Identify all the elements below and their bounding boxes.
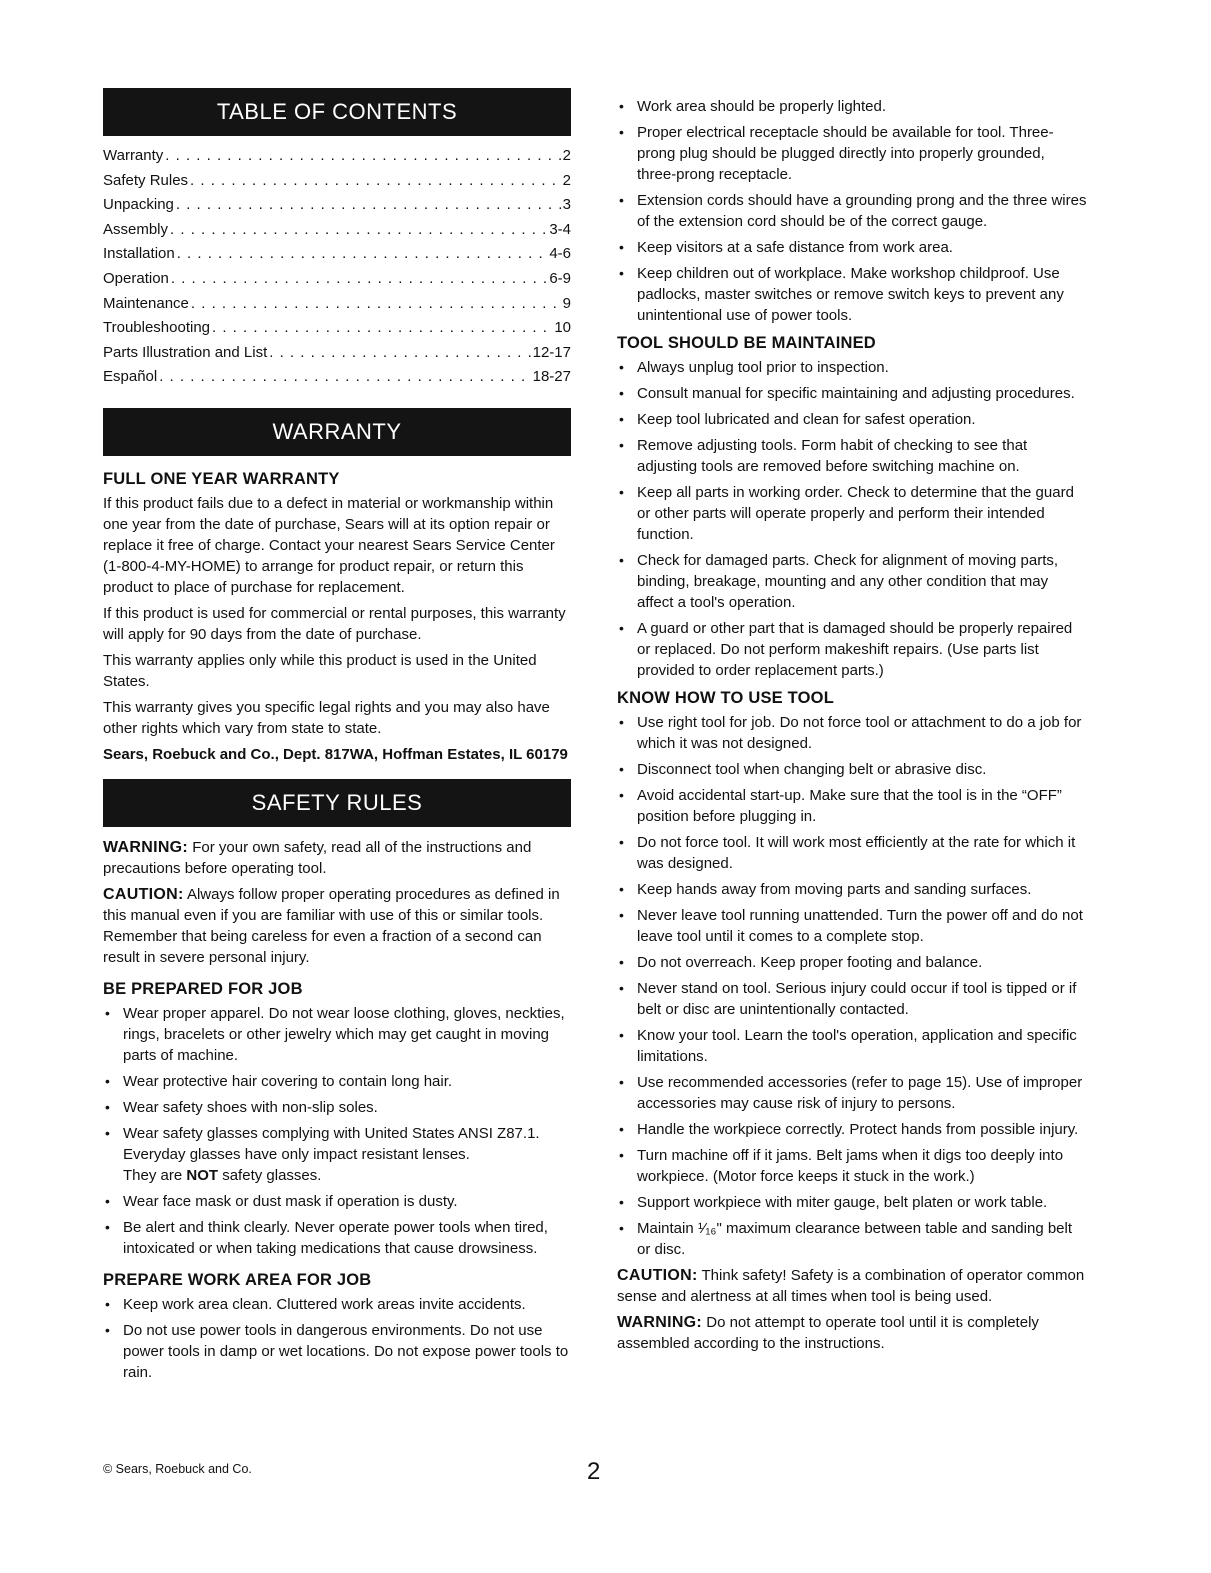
caution-paragraph: CAUTION: Always follow proper operating procedures as defined in this manual even if you are familiar with use of this or similar tools. Remember that being careless for even a fraction of a second can result in severe personal injury.: [103, 885, 560, 966]
list-item: • Avoid accidental start-up. Make sure that the tool is in the “OFF” position before plugging in.: [617, 785, 1087, 827]
list-item: • Check for damaged parts. Check for alignment of moving parts, binding, breakage, mounting and any other condition that may affect a tool's operation.: [617, 550, 1087, 613]
page-number: 2: [587, 1458, 601, 1485]
warranty-heading: FULL ONE YEAR WARRANTY: [103, 469, 340, 488]
list-item: • Keep all parts in working order. Check to determine that the guard or other parts will operate properly and perform their intended function.: [617, 482, 1087, 545]
list-item: • Never leave tool running unattended. Turn the power off and do not leave tool until it comes to a complete stop.: [617, 905, 1087, 947]
list-item: • Support workpiece with miter gauge, belt platen or work table.: [617, 1192, 1087, 1213]
know-how-list: [617, 712, 1087, 1260]
right-column: [617, 96, 1087, 1359]
prepare-area-heading: PREPARE WORK AREA FOR JOB: [103, 1270, 372, 1289]
list-item: • Do not overreach. Keep proper footing and balance.: [617, 952, 1087, 973]
prepare-area-list-continued: [617, 96, 1087, 326]
list-item: • Handle the workpiece correctly. Protect hands from possible injury.: [617, 1119, 1087, 1140]
safety-intro: [103, 837, 571, 968]
warranty-paragraph: This warranty applies only while this product is used in the United States.: [103, 651, 537, 690]
toc-entry[interactable]: Parts Illustration and List . . . 12-17: [103, 341, 571, 366]
know-how-heading: KNOW HOW TO USE TOOL: [617, 689, 834, 707]
prepare-area-list: [103, 1294, 571, 1383]
copyright-footer: © Sears, Roebuck and Co.: [103, 1462, 252, 1476]
maintained-heading: TOOL SHOULD BE MAINTAINED: [617, 334, 876, 352]
caution-label: CAUTION:: [617, 1267, 698, 1284]
list-item: • Wear safety shoes with non-slip soles.: [103, 1097, 571, 1118]
list-item: • Maintain ¹⁄₁₆" maximum clearance between table and sanding belt or disc.: [617, 1218, 1087, 1260]
toc-entry[interactable]: Unpacking . . . 3: [103, 193, 571, 218]
list-item: • Keep hands away from moving parts and sanding surfaces.: [617, 879, 1087, 900]
list-item: • Wear safety glasses complying with United States ANSI Z87.1. Everyday glasses have only impact resistant lenses. They are NOT safety glasses.: [103, 1123, 571, 1186]
list-item: • Always unplug tool prior to inspection.: [617, 357, 1087, 378]
list-item: • Use recommended accessories (refer to page 15). Use of improper accessories may cause risk of injury to persons.: [617, 1072, 1087, 1114]
warranty-paragraph: This warranty gives you specific legal rights and you may also have other rights which vary from state to state.: [103, 698, 550, 737]
list-item: • Use right tool for job. Do not force tool or attachment to do a job for which it was not designed.: [617, 712, 1087, 754]
be-prepared-list: [103, 1003, 571, 1259]
list-item: • Remove adjusting tools. Form habit of checking to see that adjusting tools are removed before switching machine on.: [617, 435, 1087, 477]
list-item: • Keep children out of workplace. Make workshop childproof. Use padlocks, master switches or remove switch keys to prevent any unintentional use of power tools.: [617, 263, 1087, 326]
safety-banner: SAFETY RULES: [103, 779, 571, 827]
warranty-section: [103, 468, 571, 765]
caution-final-paragraph: CAUTION: Think safety! Safety is a combination of operator common sense and alertness at all times when tool is being used.: [617, 1267, 1085, 1305]
list-item: • Wear face mask or dust mask if operation is dusty.: [103, 1191, 571, 1212]
warranty-banner: WARRANTY: [103, 408, 571, 456]
list-item: • Turn machine off if it jams. Belt jams when it digs too deeply into workpiece. (Motor force keeps it stuck in the work.): [617, 1145, 1087, 1187]
list-item: • Work area should be properly lighted.: [617, 96, 1087, 117]
maintained-list: [617, 357, 1087, 681]
list-item: • Keep tool lubricated and clean for safest operation.: [617, 409, 1087, 430]
toc-banner: TABLE OF CONTENTS: [103, 88, 571, 136]
list-item: • Consult manual for specific maintaining and adjusting procedures.: [617, 383, 1087, 404]
be-prepared-heading: BE PREPARED FOR JOB: [103, 979, 303, 998]
toc-list: [103, 144, 571, 390]
toc-entry[interactable]: Warranty . . . 2: [103, 144, 571, 169]
left-column: [103, 88, 571, 1388]
list-item: • Proper electrical receptacle should be available for tool. Three-prong plug should be plugged directly into properly grounded, three-prong receptacle.: [617, 122, 1087, 185]
warning-label: WARNING:: [617, 1314, 703, 1331]
list-item: • Do not force tool. It will work most efficiently at the rate for which it was designed.: [617, 832, 1087, 874]
warning-label: WARNING:: [103, 838, 189, 856]
list-item: • A guard or other part that is damaged should be properly repaired or replaced. Do not perform makeshift repairs. (Use parts list provided to order replacement parts.): [617, 618, 1087, 681]
list-item: • Do not use power tools in dangerous environments. Do not use power tools in damp or wet locations. Do not expose power tools to rain.: [103, 1320, 571, 1383]
list-item: • Wear proper apparel. Do not wear loose clothing, gloves, neckties, rings, bracelets or other jewelry which may get caught in moving parts of machine.: [103, 1003, 571, 1066]
warning-final-paragraph: WARNING: Do not attempt to operate tool until it is completely assembled according to the instructions.: [617, 1314, 1039, 1352]
toc-entry[interactable]: Español . . . 18-27: [103, 365, 571, 390]
toc-entry[interactable]: Operation . . . 6-9: [103, 267, 571, 292]
toc-entry[interactable]: Safety Rules . . . 2: [103, 169, 571, 194]
list-item: • Keep work area clean. Cluttered work areas invite accidents.: [103, 1294, 571, 1315]
warranty-paragraph: If this product is used for commercial or rental purposes, this warranty will apply for 90 days from the date of purchase.: [103, 604, 566, 643]
warranty-paragraph: If this product fails due to a defect in material or workmanship within one year from the date of purchase, Sears will at its option repair or replace it free of charge. Contact your nearest Sears Service Center (1-800-4-MY-HOME) to arrange for product repair, or return this product to place of purchase for replacement.: [103, 494, 555, 596]
toc-entry[interactable]: Installation . . . 4-6: [103, 242, 571, 267]
list-item: • Keep visitors at a safe distance from work area.: [617, 237, 1087, 258]
list-item: • Disconnect tool when changing belt or abrasive disc.: [617, 759, 1087, 780]
toc-entry[interactable]: Assembly . . . 3-4: [103, 218, 571, 243]
warranty-address: Sears, Roebuck and Co., Dept. 817WA, Hoffman Estates, IL 60179: [103, 745, 568, 763]
list-item: • Be alert and think clearly. Never operate power tools when tired, intoxicated or when taking medications that cause drowsiness.: [103, 1217, 571, 1259]
list-item: • Never stand on tool. Serious injury could occur if tool is tipped or if belt or disc are unintentionally contacted.: [617, 978, 1087, 1020]
caution-label: CAUTION:: [103, 885, 184, 903]
warning-paragraph: WARNING: For your own safety, read all of the instructions and precautions before operating tool.: [103, 838, 532, 877]
list-item: • Wear protective hair covering to contain long hair.: [103, 1071, 571, 1092]
toc-entry[interactable]: Troubleshooting . . . 10: [103, 316, 571, 341]
list-item: • Extension cords should have a grounding prong and the three wires of the extension cord should be of the correct gauge.: [617, 190, 1087, 232]
toc-entry[interactable]: Maintenance . . . 9: [103, 292, 571, 317]
list-item: • Know your tool. Learn the tool's operation, application and specific limitations.: [617, 1025, 1087, 1067]
